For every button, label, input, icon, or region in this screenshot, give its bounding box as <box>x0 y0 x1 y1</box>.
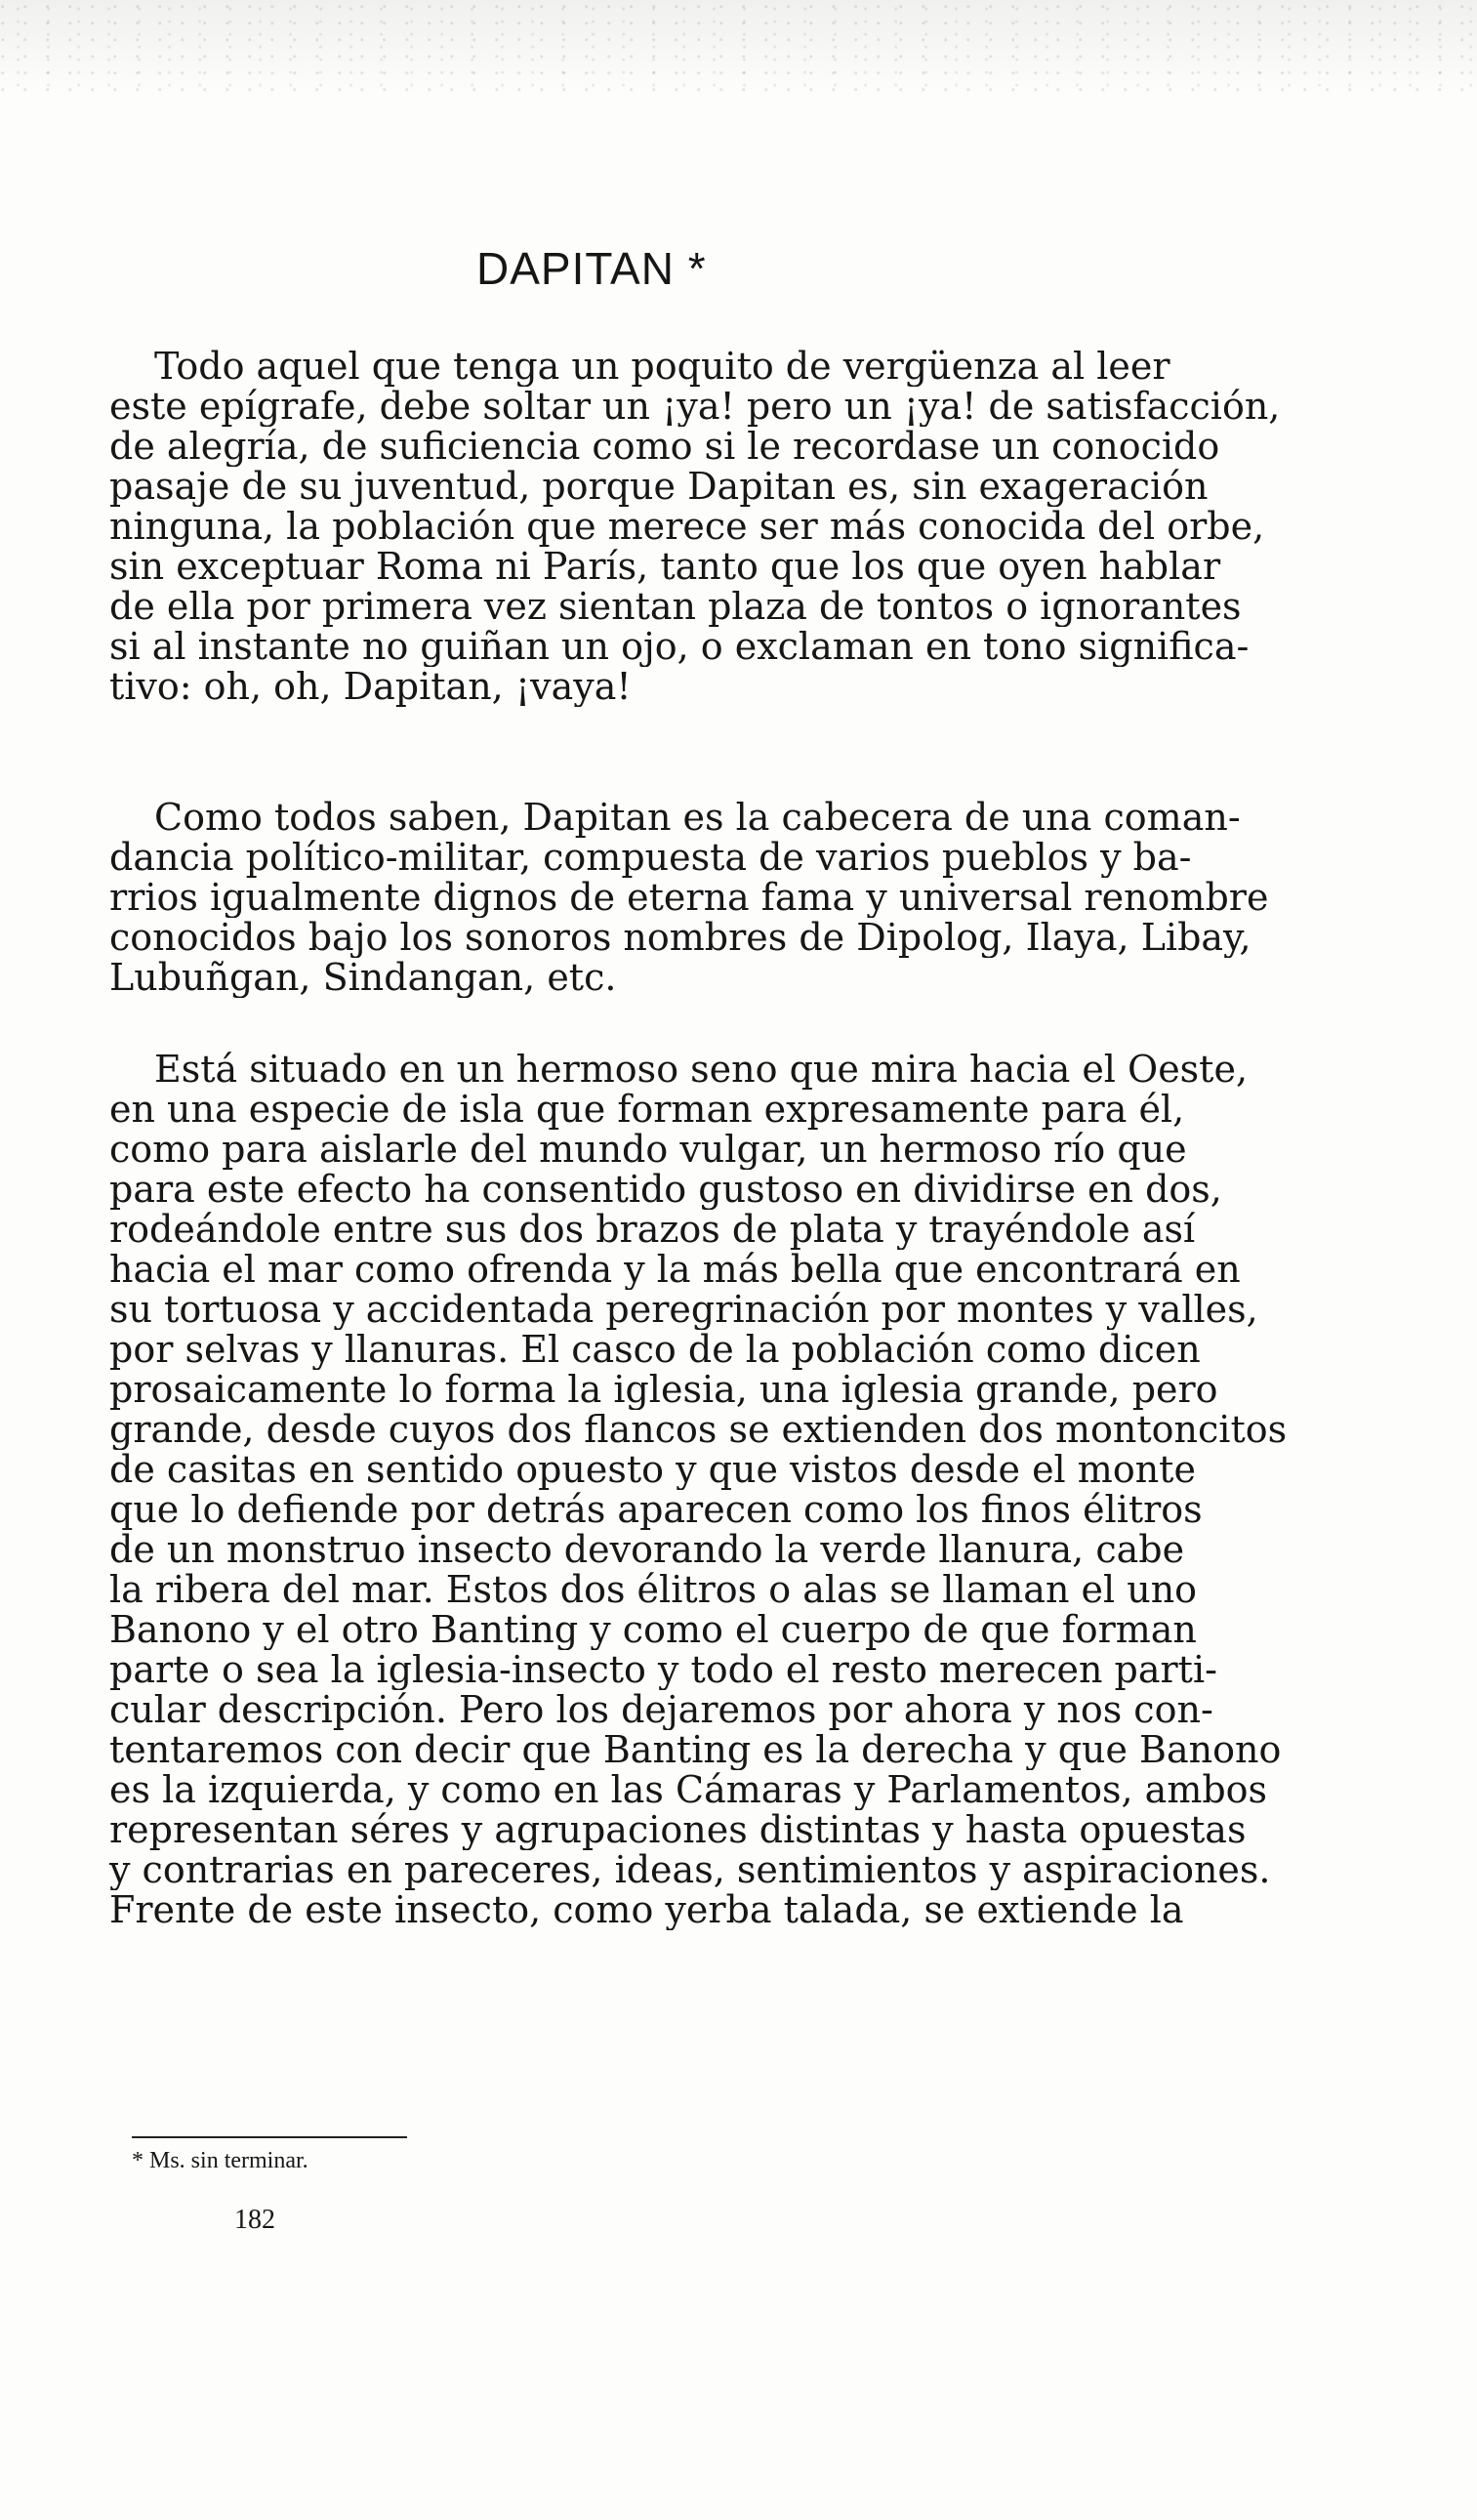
text-line: de alegría, de suficiencia como si le recordase un conocido <box>109 427 1220 467</box>
text-line: la ribera del mar. Estos dos élitros o alas se llaman el uno <box>109 1570 1198 1610</box>
text-line: Está situado en un hermoso seno que mira hacia el Oeste, <box>154 1050 1249 1090</box>
text-line: en una especie de isla que forman expresamente para él, <box>109 1090 1185 1130</box>
text-line: este epígrafe, debe soltar un ¡ya! pero un ¡ya! de satisfacción, <box>109 387 1281 427</box>
text-line: sin exceptuar Roma ni París, tanto que los que oyen hablar <box>109 547 1221 587</box>
text-line: hacia el mar como ofrenda y la más bella que encontrará en <box>109 1250 1241 1290</box>
text-line: prosaicamente lo forma la iglesia, una iglesia grande, pero <box>109 1370 1218 1410</box>
text-line: por selvas y llanuras. El casco de la población como dicen <box>109 1330 1201 1370</box>
text-line: tivo: oh, oh, Dapitan, ¡vaya! <box>109 667 632 707</box>
text-line: de casitas en sentido opuesto y que vistos desde el monte <box>109 1450 1196 1490</box>
text-line: Todo aquel que tenga un poquito de vergüenza al leer <box>154 347 1170 387</box>
text-line: que lo defiende por detrás aparecen como los finos élitros <box>109 1490 1203 1530</box>
text-line: tentaremos con decir que Banting es la derecha y que Banono <box>109 1730 1282 1770</box>
text-line: dancia político-militar, compuesta de varios pueblos y ba- <box>109 838 1192 878</box>
paragraph-1 <box>109 347 1349 707</box>
text-line: ninguna, la población que merece ser más conocida del orbe, <box>109 507 1265 547</box>
text-line: Como todos saben, Dapitan es la cabecera de una coman- <box>154 798 1241 838</box>
text-line: parte o sea la iglesia-insecto y todo el resto merecen parti- <box>109 1650 1217 1690</box>
text-line: su tortuosa y accidentada peregrinación por montes y valles, <box>109 1290 1258 1330</box>
text-line: grande, desde cuyos dos flancos se extienden dos montoncitos <box>109 1410 1288 1450</box>
footnote: * Ms. sin terminar. <box>132 2148 308 2173</box>
scan-noise-band <box>0 0 1477 93</box>
text-line: de un monstruo insecto devorando la verde llanura, cabe <box>109 1530 1185 1570</box>
text-line: rrios igualmente dignos de eterna fama y universal renombre <box>109 878 1269 918</box>
text-line: pasaje de su juventud, porque Dapitan es, sin exageración <box>109 467 1209 507</box>
text-line: como para aislarle del mundo vulgar, un hermoso río que <box>109 1130 1187 1170</box>
text-line: de ella por primera vez sientan plaza de tontos o ignorantes <box>109 587 1242 627</box>
paragraph-2 <box>109 798 1349 998</box>
text-line: rodeándole entre sus dos brazos de plata y trayéndole así <box>109 1210 1196 1250</box>
paragraph-3 <box>109 1050 1349 1930</box>
text-line: y contrarias en pareceres, ideas, sentimientos y aspiraciones. <box>109 1850 1271 1890</box>
text-line: Frente de este insecto, como yerba talada, se extiende la <box>109 1890 1184 1930</box>
text-line: es la izquierda, y como en las Cámaras y Parlamentos, ambos <box>109 1770 1268 1810</box>
text-line: Banono y el otro Banting y como el cuerpo de que forman <box>109 1610 1197 1650</box>
page-number: 182 <box>234 2205 275 2235</box>
text-line: si al instante no guiñan un ojo, o exclaman en tono significa- <box>109 627 1250 667</box>
text-line: cular descripción. Pero los dejaremos por ahora y nos con- <box>109 1690 1213 1730</box>
text-line: Lubuñgan, Sindangan, etc. <box>109 958 617 998</box>
chapter-title: DAPITAN * <box>476 243 707 294</box>
footnote-divider <box>132 2136 407 2138</box>
text-line: para este efecto ha consentido gustoso en dividirse en dos, <box>109 1170 1222 1210</box>
text-line: conocidos bajo los sonoros nombres de Dipolog, Ilaya, Libay, <box>109 918 1251 958</box>
text-line: representan séres y agrupaciones distintas y hasta opuestas <box>109 1810 1247 1850</box>
